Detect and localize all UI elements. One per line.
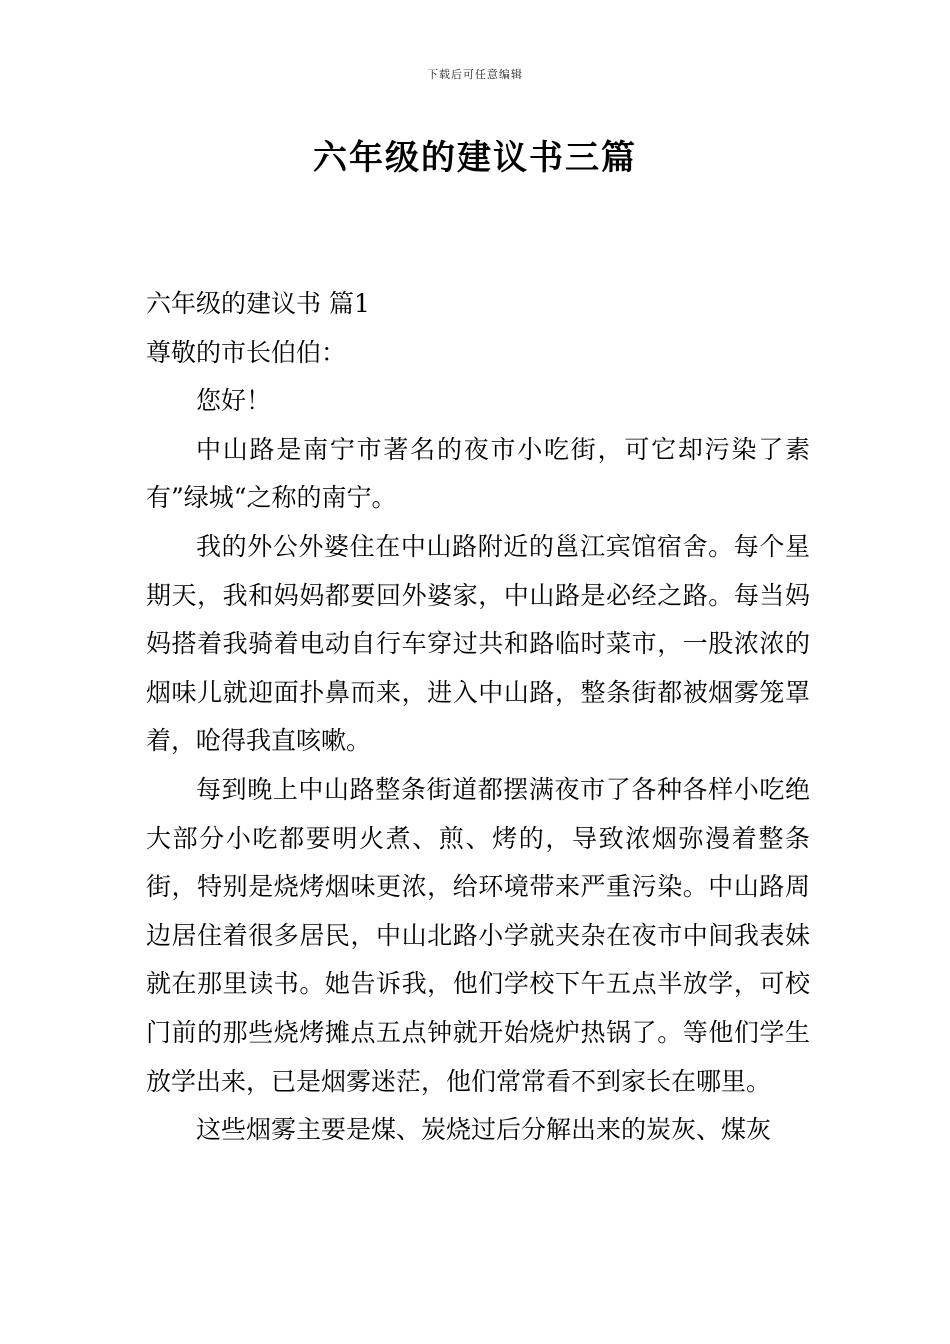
section-heading: 六年级的建议书 篇1 [146,289,370,318]
greeting-paragraph: 您好！ [196,386,272,416]
salutation: 尊敬的市长伯伯： [146,337,347,367]
body-paragraph: 我的外公外婆住在中山路附近的邕江宾馆宿舍。每个星期天，我和妈妈都要回外婆家，中山路是必经之路。每当妈妈搭着我骑着电动自行车穿过共和路临时菜市，一股浓浓的烟味儿就迎面扑鼻而来，进入中山路，整条街都被烟雾笼罩着，呛得我直咳嗽。 [146,531,810,756]
document-title: 六年级的建议书三篇 [313,138,637,178]
body-paragraph: 每到晚上中山路整条街道都摆满夜市了各种各样小吃绝大部分小吃都要明火煮、煎、烤的，导致浓烟弥漫着整条街，特别是烧烤烟味更浓，给环境带来严重污染。中山路周边居住着很多居民，中山北路小学就夹杂在夜市中间我表妹就在那里读书。她告诉我，他们学校下午五点半放学，可校门前的那些烧烤摊点五点钟就开始烧炉热锅了。等他们学生放学出来，已是烟雾迷茫，他们常常看不到家长在哪里。 [146,774,810,1096]
body-paragraph: 中山路是南宁市著名的夜市小吃街，可它却污染了素有”绿城“之称的南宁。 [146,434,810,513]
header-note: 下载后可任意编辑 [427,68,523,81]
document-body [146,280,810,1155]
body-paragraph: 这些烟雾主要是煤、炭烧过后分解出来的炭灰、煤灰 [196,1115,772,1145]
